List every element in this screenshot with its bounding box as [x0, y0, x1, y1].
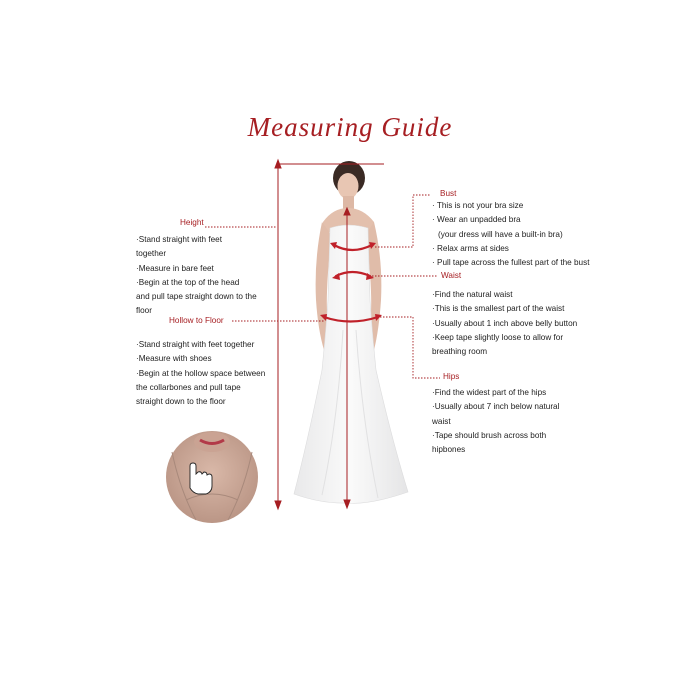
- height-line-3: ·Measure in bare feet: [136, 263, 214, 273]
- bust-instructions: [432, 199, 589, 270]
- hips-leader: [380, 317, 440, 378]
- height-line-2: together: [136, 249, 167, 259]
- waist-label: Waist: [441, 271, 462, 280]
- bust-leader: [375, 195, 430, 247]
- bust-label: Bust: [440, 189, 457, 198]
- hollow-line-2: ·Measure with shoes: [136, 354, 212, 364]
- hollow-instructions: [136, 338, 265, 409]
- hollow-label: Hollow to Floor: [169, 316, 224, 325]
- height-instructions: [136, 233, 257, 319]
- height-line-1: ·Stand straight with feet: [136, 235, 223, 244]
- height-line-4: ·Begin at the top of the head: [136, 277, 240, 287]
- hollow-line-5: straight down to the floor: [136, 397, 226, 407]
- waist-instructions: [432, 288, 577, 359]
- hips-instructions: [432, 386, 559, 457]
- waist-line-5: breathing room: [432, 347, 488, 357]
- hips-line-5: hipbones: [432, 445, 466, 455]
- bust-line-1: · This is not your bra size: [432, 201, 524, 210]
- bust-line-4: · Relax arms at sides: [432, 243, 509, 253]
- hips-line-4: ·Tape should brush across both: [432, 430, 547, 440]
- height-label: Height: [180, 218, 204, 227]
- hollow-line-4: the collarbones and pull tape: [136, 382, 241, 392]
- waist-line-3: ·Usually about 1 inch above belly button: [432, 318, 578, 328]
- hollow-line-3: ·Begin at the hollow space between: [136, 368, 266, 378]
- hollow-line-1: ·Stand straight with feet together: [136, 340, 255, 349]
- height-line-6: floor: [136, 306, 152, 316]
- bust-line-3: (your dress will have a built-in bra): [438, 229, 563, 239]
- bust-line-5: · Pull tape across the fullest part of the bust: [432, 258, 590, 268]
- waist-line-1: ·Find the natural waist: [432, 290, 513, 299]
- height-line-5: and pull tape straight down to the: [136, 292, 257, 302]
- page-title: Measuring Guide: [247, 112, 453, 142]
- hips-line-2: ·Usually about 7 inch below natural: [432, 402, 560, 412]
- model-figure: [294, 161, 408, 503]
- bust-line-2: · Wear an unpadded bra: [432, 215, 521, 225]
- waist-line-2: ·This is the smallest part of the waist: [432, 304, 565, 314]
- hips-line-3: waist: [432, 416, 451, 426]
- hips-line-1: ·Find the widest part of the hips: [432, 388, 547, 397]
- waist-line-4: ·Keep tape slightly loose to allow for: [432, 332, 564, 342]
- hips-label: Hips: [443, 372, 460, 381]
